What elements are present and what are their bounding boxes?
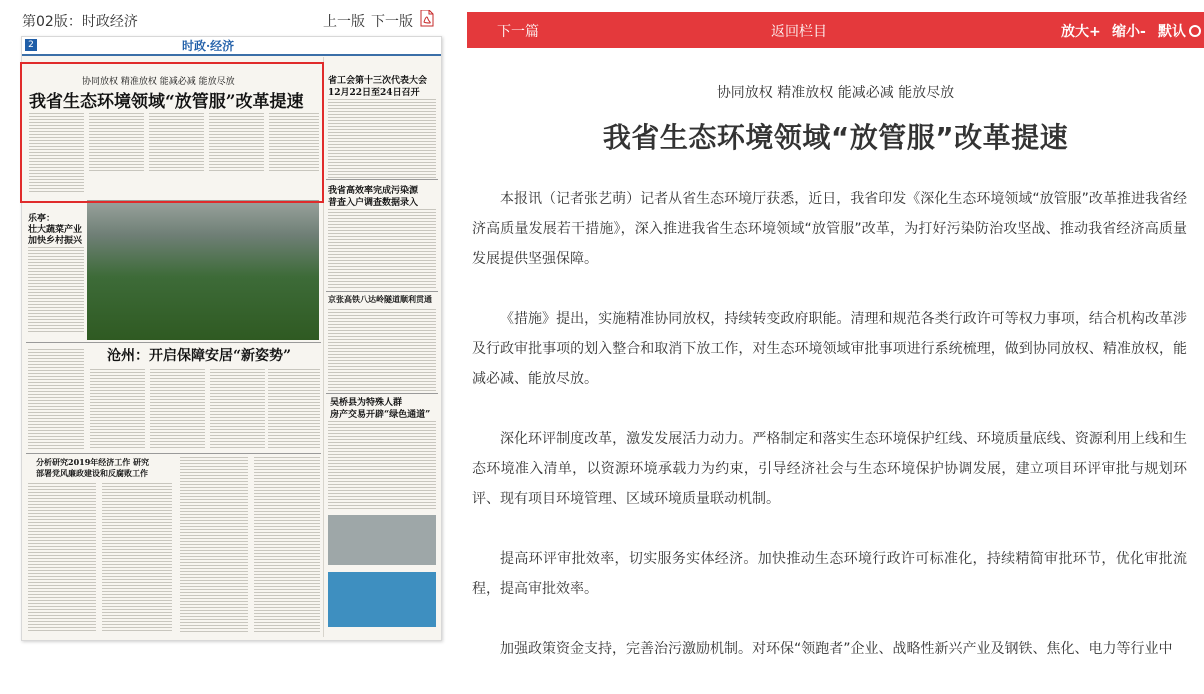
headline-congress-date: 12月22日至24日召开 (328, 88, 420, 98)
return-column-button[interactable]: 返回栏目 (771, 24, 827, 40)
divider (26, 453, 321, 454)
article-toolbar (467, 12, 1204, 48)
selected-article-kicker: 协同放权 精准放权 能减必减 能放尽放 (82, 77, 235, 87)
text-column (328, 421, 436, 511)
article-kicker: 协同放权 精准放权 能减必减 能放尽放 (716, 85, 955, 101)
headline-congress: 省工会第十三次代表大会 (328, 76, 428, 86)
page-label: 第02版：时政经济 (22, 14, 138, 30)
vegetable-greenhouse-photo (87, 200, 319, 340)
text-column (328, 99, 436, 179)
advertisement (328, 572, 436, 627)
text-column (28, 483, 96, 633)
next-page-link[interactable]: 下一版 (371, 14, 413, 30)
newspaper-page-pane (0, 0, 447, 639)
article-paragraph: 深化环评制度改革，激发发展活力动力。严格制定和落实生态环境保护红线、环境质量底线、资源利用上线和生态环境准入清单，以资源环境承载力为约束，引导经济社会与生态环境保护协调发展，建立项目环评审批与规划环评、现有项目环境管理、区域环境质量联动机制。 (472, 431, 1187, 507)
headline-survey-1: 我省高效率完成污染源 (328, 186, 419, 196)
article-paragraph: 本报讯（记者张艺萌）记者从省生态环境厅获悉，近日，我省印发《深化生态环境领域“放管服”改革推进我省经济高质量发展若干措施》，深入推进我省生态环境领域“放管服”改革，为打好污染防治攻坚战、推动我省经济高质量发展提供坚强保障。 (472, 191, 1187, 267)
text-column (328, 309, 436, 391)
text-column (180, 457, 248, 633)
divider (26, 342, 321, 343)
page-header (0, 0, 447, 36)
page-number-badge: 2 (25, 39, 37, 51)
text-column (210, 369, 265, 449)
article-paragraph: 《措施》提出，实施精准协同放权，持续转变政府职能。清理和规范各类行政许可等权力事项，结合机构改革涉及行政审批事项的划入整合和取消下放工作，对生态环境领域审批事项进行系统梳理，做到协同放权、精准放权，能减必减、能放尽放。 (472, 311, 1187, 387)
text-column (328, 209, 436, 289)
headline-lezhu-3: 加快乡村振兴 (28, 236, 83, 246)
headline-lezhu-1: 乐亭： (28, 214, 56, 224)
text-column (254, 457, 320, 633)
prev-page-link[interactable]: 上一版 (323, 14, 365, 30)
zoom-in-button[interactable]: 放大+ (1061, 24, 1101, 40)
article-pane (467, 0, 1204, 657)
headline-cangzhou: 沧州：开启保障安居“新姿势” (107, 348, 292, 364)
article-paragraph: 提高环评审批效率，切实服务实体经济。加快推动生态环境行政许可标准化，持续精简审批环节，优化审批流程，提高审批效率。 (472, 551, 1187, 597)
default-size-button[interactable]: 默认 (1158, 24, 1186, 40)
headline-research-2: 部署党风廉政建设和反腐败工作 (36, 468, 148, 478)
radio-dot-icon[interactable] (1189, 25, 1201, 37)
selected-article-headline: 我省生态环境领域“放管服”改革提速 (29, 92, 304, 112)
headline-bridge: 京张高铁八达岭隧道顺利贯通 (328, 294, 432, 304)
article-paragraph: 加强政策资金支持，完善治污激励机制。对环保“领跑者”企业、战略性新兴产业及钢铁、焦化、电力等行业中 (500, 641, 1173, 657)
zoom-out-button[interactable]: 缩小- (1112, 24, 1146, 40)
text-column (90, 369, 145, 449)
wuqiao-photo (328, 515, 436, 565)
text-column (102, 483, 172, 633)
divider (326, 393, 438, 394)
headline-survey-2: 普查入户调查数据录入 (328, 198, 419, 208)
section-title: 时政·经济 (182, 39, 235, 53)
headline-research-1: 分析研究2019年经济工作 研究 (36, 457, 150, 467)
text-column (268, 369, 320, 449)
text-column (150, 369, 205, 449)
article-headline: 我省生态环境领域“放管服”改革提速 (602, 121, 1069, 154)
headline-wuqiao-1: 吴桥县为特殊人群 (330, 398, 403, 408)
pdf-icon[interactable] (420, 10, 434, 27)
headline-lezhu-2: 壮大蔬菜产业 (28, 225, 83, 235)
selected-article-highlight[interactable] (20, 62, 324, 203)
text-column (28, 349, 84, 449)
divider (326, 291, 438, 292)
headline-wuqiao-2: 房产交易开辟“绿色通道” (330, 410, 431, 420)
divider (326, 179, 438, 180)
article-body (472, 184, 1187, 694)
next-article-button[interactable]: 下一篇 (497, 24, 539, 40)
text-column (28, 247, 84, 332)
